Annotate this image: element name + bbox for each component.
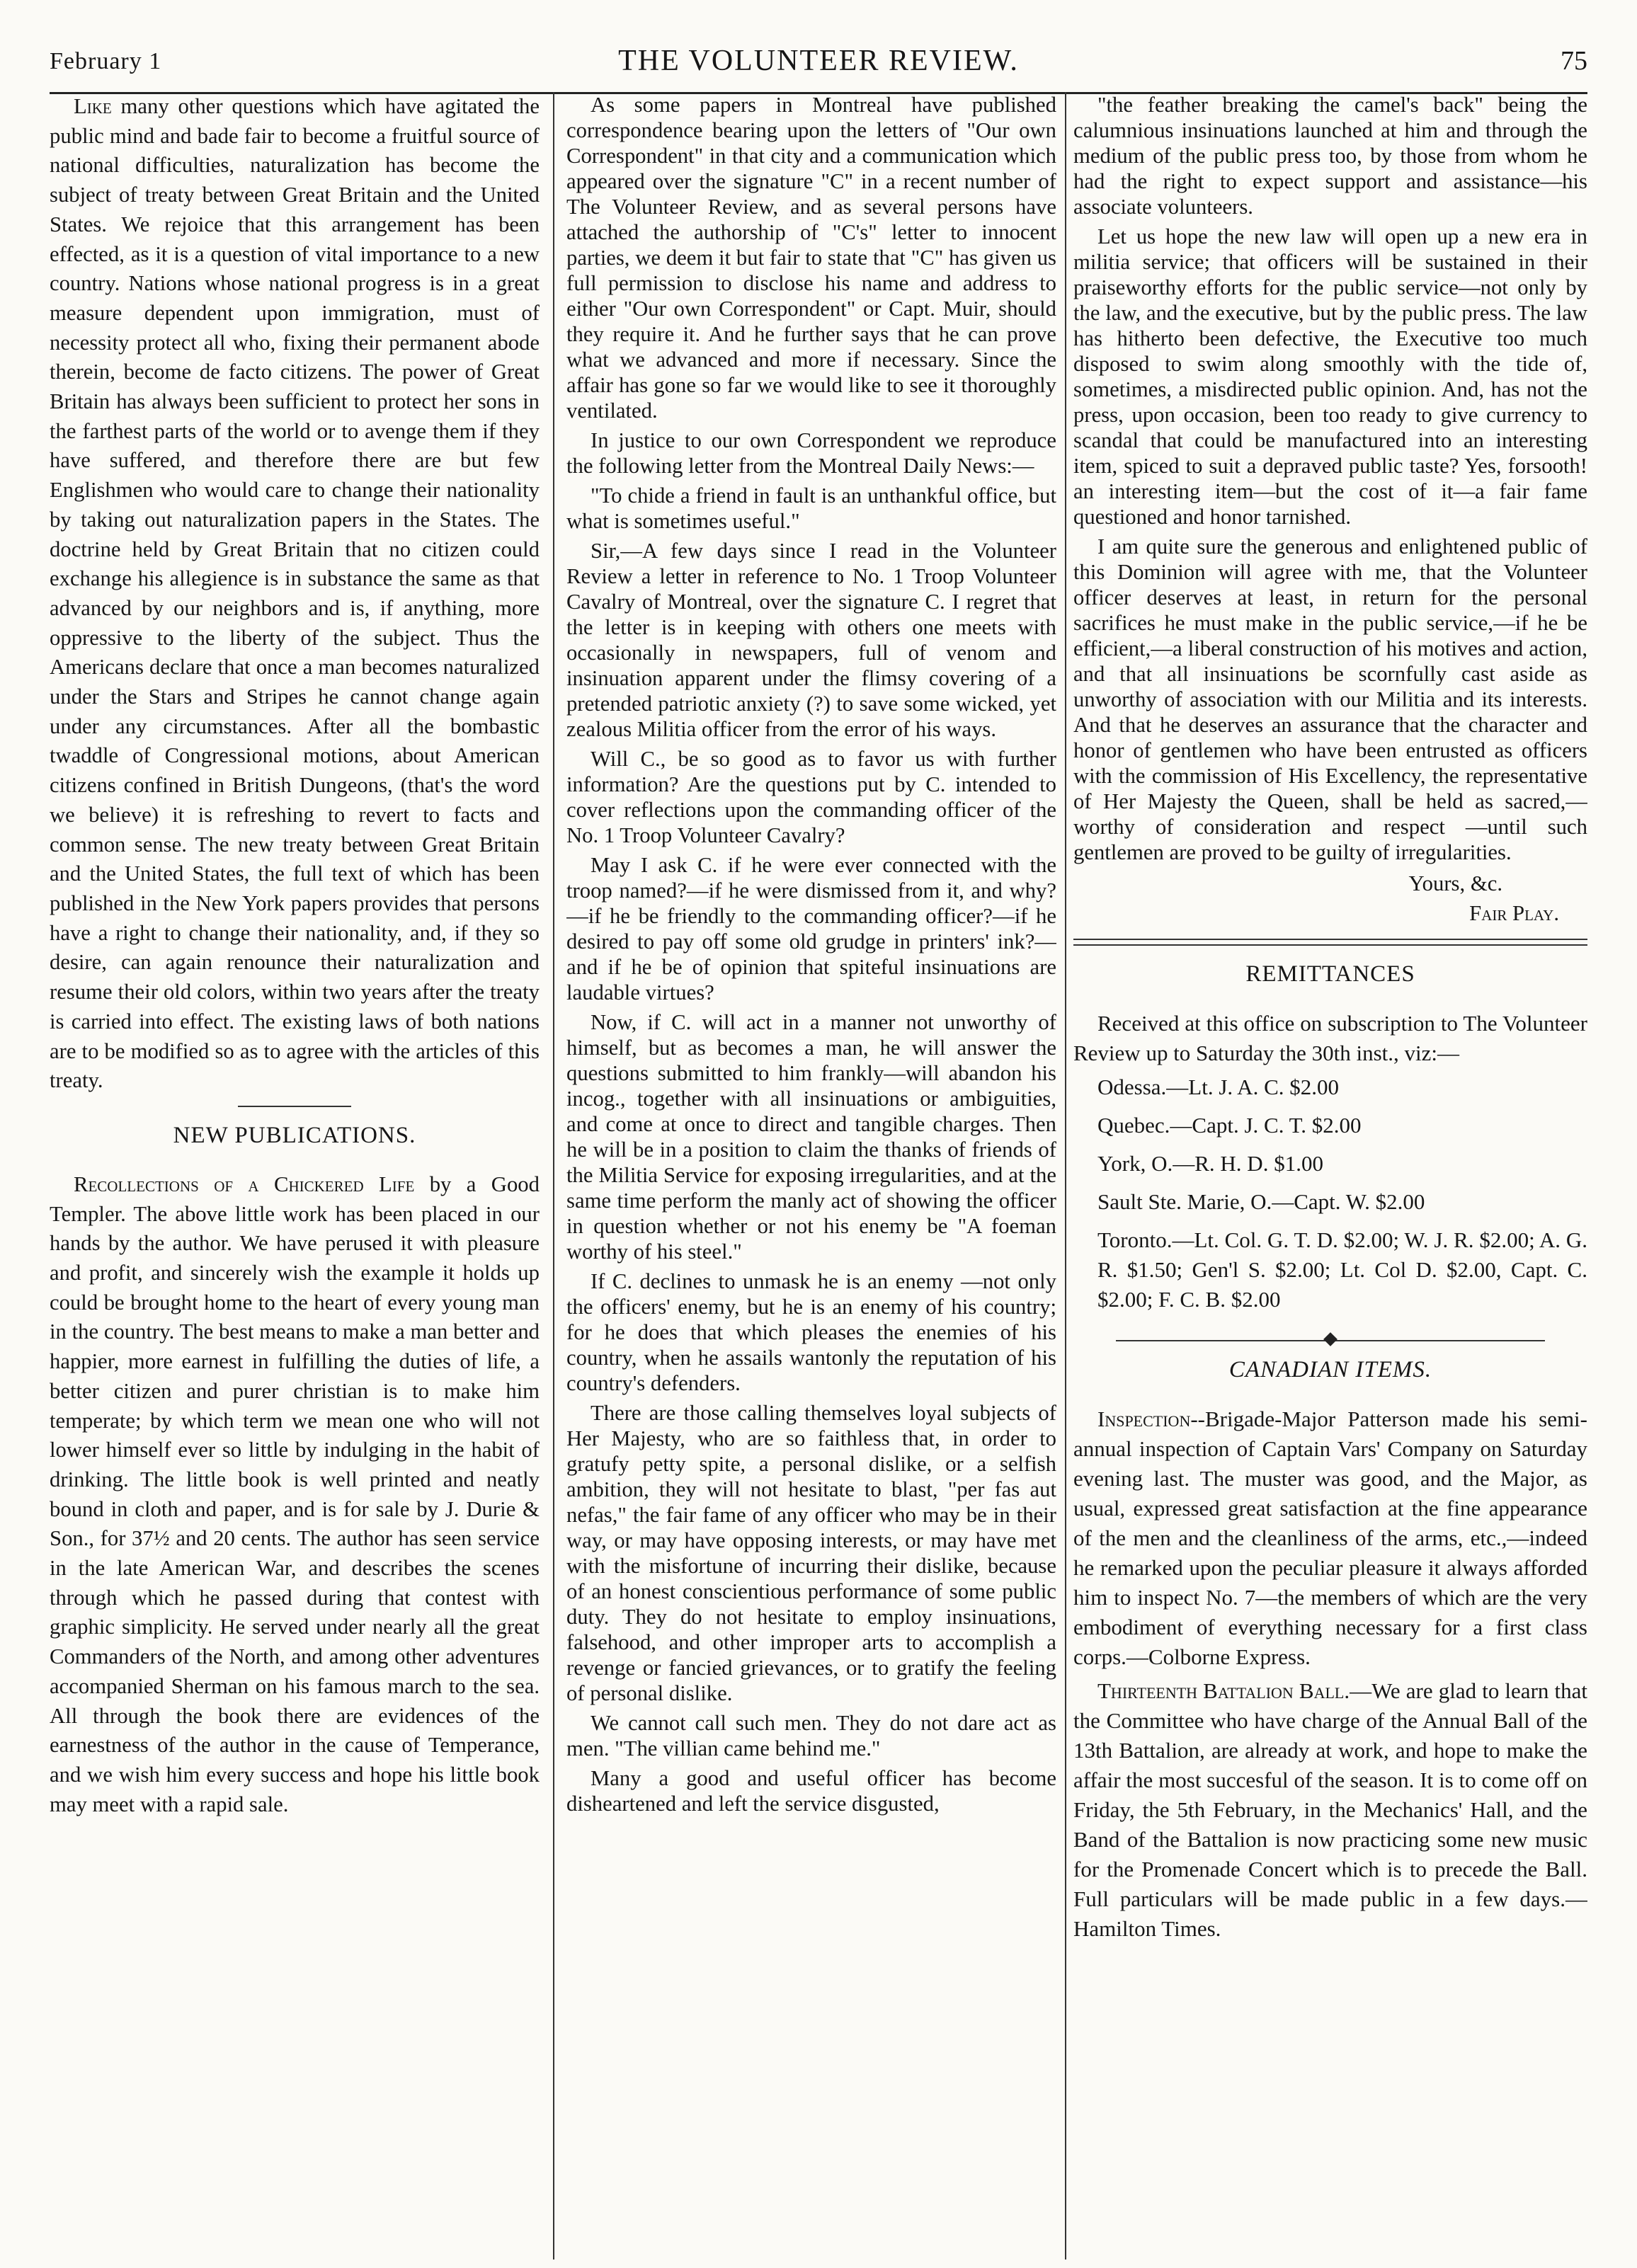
remittance-entry: Quebec.—Capt. J. C. T. $2.00 — [1097, 1113, 1362, 1138]
remittance-entry: York, O.—R. H. D. $1.00 — [1097, 1151, 1323, 1176]
column-divider — [553, 92, 554, 2260]
letter-paragraph: "the feather breaking the camel's back" being the calumnious insinuations launched at him and through the medium of the public press too, by those from whom he had the right to expect support and assistance—his associate volunteers. — [1073, 93, 1587, 219]
ornamental-divider — [1116, 1340, 1545, 1341]
issue-date: February 1 — [50, 48, 162, 74]
column-3 — [1073, 92, 1587, 2258]
letter-paragraph: I am quite sure the generous and enlightened public of this Dominion will agree with me, that the Volunteer officer deserves at least, in return for the personal sacrifices he must make in the public service,—if he be efficient,—a liberal construction of his motives and action, and that all insinuations be scornfully cast aside as unworthy of association with our Militia and its interests. And that he deserves an assurance that the character and honor of gentlemen who have been entrusted as officers with the commission of His Excellency, the representative of Her Majesty the Queen, shall be held as sacred,—worthy of consideration and respect —until such gentlemen are proved to be guilty of irregularities. — [1073, 534, 1587, 864]
article-text: The best means to make a man better and happier, more earnest in fulfilling the duties of life, a better citizen and purer christian is to make him temperate; by which term we mean one who will not lower himself ever so little by indulging in the habit of drinking. The little book is well printed and neatly bound in cloth and paper, and is for sale by J. Durie & Son., for 37½ and 20 cents. The author has seen service in the late American War, and describes the scenes through which he passed during that contest with graphic simplicity. He served under nearly all the great Commanders of the North, and among other adventures accompanied Sherman on his famous march to the sea. All through the book there are evidences of the earnestness of the author in the cause of Temperance, and we wish him every success and hope his little book may meet with a rapid sale. — [50, 1319, 540, 1816]
letter-paragraph: Will C., be so good as to favor us with further information? Are the questions put by C. intended to cover reflections upon the commanding officer of the No. 1 Troop Volunteer Cavalry? — [566, 747, 1056, 847]
page-number: 75 — [1561, 46, 1587, 76]
section-divider — [238, 1106, 351, 1107]
canadian-items — [1073, 1404, 1587, 1944]
article-text: by a Good Templer. The above little work has been placed in our hands by the author. We have perused it with pleasure and profit, and sincerely wish the example it holds up could be brought home to the heart of every young man in the country. — [50, 1172, 540, 1344]
letter-closing: Yours, &c. — [1408, 871, 1502, 895]
section-heading-new-publications: NEW PUBLICATIONS. — [173, 1122, 416, 1148]
column-2 — [566, 92, 1056, 2258]
column-divider — [1065, 92, 1066, 2260]
lead-word: Like — [74, 94, 112, 118]
remittance-entry: Toronto.—Lt. Col. G. T. D. $2.00; W. J. R. $2.00; A. G. R. $1.50; Gen'l S. $2.00; Lt. Col D. $2.00, Capt. C. $2.00; F. C. B. $2.00 — [1097, 1227, 1587, 1312]
letter-paragraph: Now, if C. will act in a manner not unworthy of himself, but as becomes a man, he will answer the questions submitted to him frankly—will abandon his incog., together with all insinuations or ambiguities, and come at once to direct and tangible charges. Then he will be in a position to claim the thanks of friends of the Militia Service for exposing irregularities, and at the same time perform the manly act of showing the officer in question whether or not his enemy be "A foeman worthy of his steel." — [566, 1010, 1056, 1264]
masthead-title: THE VOLUNTEER REVIEW. — [618, 45, 1019, 77]
section-heading-canadian-items: CANADIAN ITEMS. — [1228, 1357, 1432, 1382]
remittance-entry: Odessa.—Lt. J. A. C. $2.00 — [1097, 1075, 1339, 1099]
section-heading-remittances: REMITTANCES — [1245, 961, 1415, 987]
item-lead: Inspection — [1097, 1407, 1191, 1431]
quotation: "To chide a friend in fault is an unthankful office, but what is sometimes useful." — [566, 483, 1056, 533]
item-inspection — [1073, 1404, 1587, 1672]
paragraph: In justice to our own Correspondent we reproduce the following letter from the Montreal Daily News:— — [566, 428, 1056, 478]
article-recollections — [50, 1170, 540, 1819]
letter-paragraph: If C. declines to unmask he is an enemy —not only the officers' enemy, but he is an enemy of his country; for he does that which pleases the enemies of his country, when he assails wantonly the reputation of his country's defenders. — [566, 1269, 1056, 1395]
letter-paragraph: May I ask C. if he were ever connected with the troop named?—if he were dismissed from it, and why?—if he be friendly to the commanding officer?—if he desired to pay off some old grudge in printers' ink?—and if he be of opinion that spiteful insinuations are laudable virtues? — [566, 853, 1056, 1004]
remittances-list — [1073, 1009, 1587, 1315]
item-lead: Thirteenth Battalion Ball — [1097, 1678, 1345, 1703]
letter-paragraph: Sir,—A few days since I read in the Volunteer Review a letter in reference to No. 1 Troop Volunteer Cavalry of Montreal, over the signature C. I regret that the letter is in keeping with others one meets with occasionally in newspapers, full of venom and insinuation apparent under the flimsy covering of a pretended patriotic anxiety (?) to save some wicked, yet zealous Militia officer from the error of his ways. — [566, 539, 1056, 741]
item-battalion-ball — [1073, 1676, 1587, 1944]
section-divider — [1073, 939, 1587, 946]
letter-signature: Fair Play. — [1469, 901, 1559, 925]
book-title: Recollections of a Chickered Life — [74, 1172, 415, 1196]
remittance-entry: Sault Ste. Marie, O.—Capt. W. $2.00 — [1097, 1189, 1425, 1214]
letter-paragraph: We cannot call such men. They do not dare act as men. "The villian came behind me." — [566, 1711, 1056, 1760]
item-text: --Brigade-Major Patterson made his semi-annual inspection of Captain Vars' Company on Saturday evening last. The muster was good, and the Major, as usual, expressed great satisfaction at the fine appearance of the men and the cleanliness of the arms, etc.,—indeed he remarked upon the peculiar pleasure it always afforded him to inspect No. 7—the members of which are the very embodiment of everything necessary for a first class corps.—Colborne Express. — [1073, 1407, 1587, 1669]
item-text: .—We are glad to learn that the Committee who have charge of the Annual Ball of the 13th Battalion, are already at work, and hope to make the affair the most succesful of the season. It is to come off on Friday, the 5th February, in the Mechanics' Hall, and the Band of the Battalion is now practicing some new music for the Promenade Concert which is to precede the Ball. Full particulars will be made public in a few days.—Hamilton Times. — [1073, 1678, 1587, 1941]
article-naturalization — [50, 92, 540, 1096]
letter-paragraph: Many a good and useful officer has become disheartened and left the service disgusted, — [566, 1766, 1056, 1816]
letter-paragraph: There are those calling themselves loyal subjects of Her Majesty, who are so faithless that, in order to gratufy petty spite, a personal dislike, or a selfish ambition, they will not hesitate to blast, "per fas aut nefas," the fair fame of any officer who may be in their way, or may have opposing interests, or may have met with the misfortune of incurring their dislike, because of an honest conscientious performance of some public duty. They do not hesitate to employ insinuations, falsehood, and other improper arts to accomplish a revenge or fancied grievances, or to gratify the feeling of personal dislike. — [566, 1401, 1056, 1705]
article-text: many other questions which have agitated the public mind and bade fair to become a fruitful source of national difficulties, naturalization has become the subject of treaty between Great Britain and the United States. We rejoice that this arrangement has been effected, as it is a question of vital importance to a new country. Nations whose national progress is in a great measure dependent upon immigration, must of necessity protect all who, fixing their permanent abode therein, become de facto citizens. The power of Great Britain has always been sufficient to protect her sons in the farthest parts of the world or to avenge them if they have suffered, and therefore there are but few Englishmen who would care to change their nationality by taking out naturalization papers in the States. The doctrine held by Great Britain that no citizen could exchange his allegience is in substance the same as that advanced by our neighbors and is, if anything, more oppressive to the liberty of the subject. Thus the Americans declare that once a man becomes naturalized under the Stars and Stripes he cannot change again under any circumstances. After all the bombastic twaddle of Congressional motions, about American citizens confined in British Dungeons, (that's the word we believe) it is refreshing to revert to facts and common sense. The new treaty between Great Britain and the United States, the full text of which has been published in the New York papers provides that persons have a right to change their nationality, and, if they so desire, can again renounce their naturalization and resume their old colors, within two years after the treaty is carried into effect. The existing laws of both nations are to be modified so as to agree with the articles of this treaty. — [50, 94, 540, 1093]
column-1 — [50, 92, 540, 2258]
letter-paragraph: Let us hope the new law will open up a new era in militia service; that officers will be sustained in their praiseworthy efforts for the public service—not only by the law, and the executive, but by the public press. The law has hitherto been defective, the Executive too much disposed to swim along smoothly with the tide of, sometimes, a misdirected public opinion. And, has not the press, upon occasion, been too ready to give currency to scandal that could be manufactured into an interesting item, spiced to suit a depraved public taste? Yes, forsooth! an interesting item—but the cost of it—a fair fame questioned and honor tarnished. — [1073, 224, 1587, 529]
paragraph: As some papers in Montreal have published correspondence bearing upon the letters of "Our own Correspondent" in that city and a communication which appeared over the signature "C" in a recent number of The Volunteer Review, and as several persons have attached the authorship of "C's" letter to innocent parties, we deem it but fair to state that "C" has given us full permission to disclose his name and address to either "Our own Correspondent" or Capt. Muir, should they require it. And he further says that he can prove what we advanced and more if necessary. Since the affair has gone so far we would like to see it thoroughly ventilated. — [566, 93, 1056, 423]
page-header — [50, 42, 1587, 94]
remittances-intro: Received at this office on subscription to The Volunteer Review up to Saturday the 30th inst., viz:— — [1073, 1011, 1587, 1065]
